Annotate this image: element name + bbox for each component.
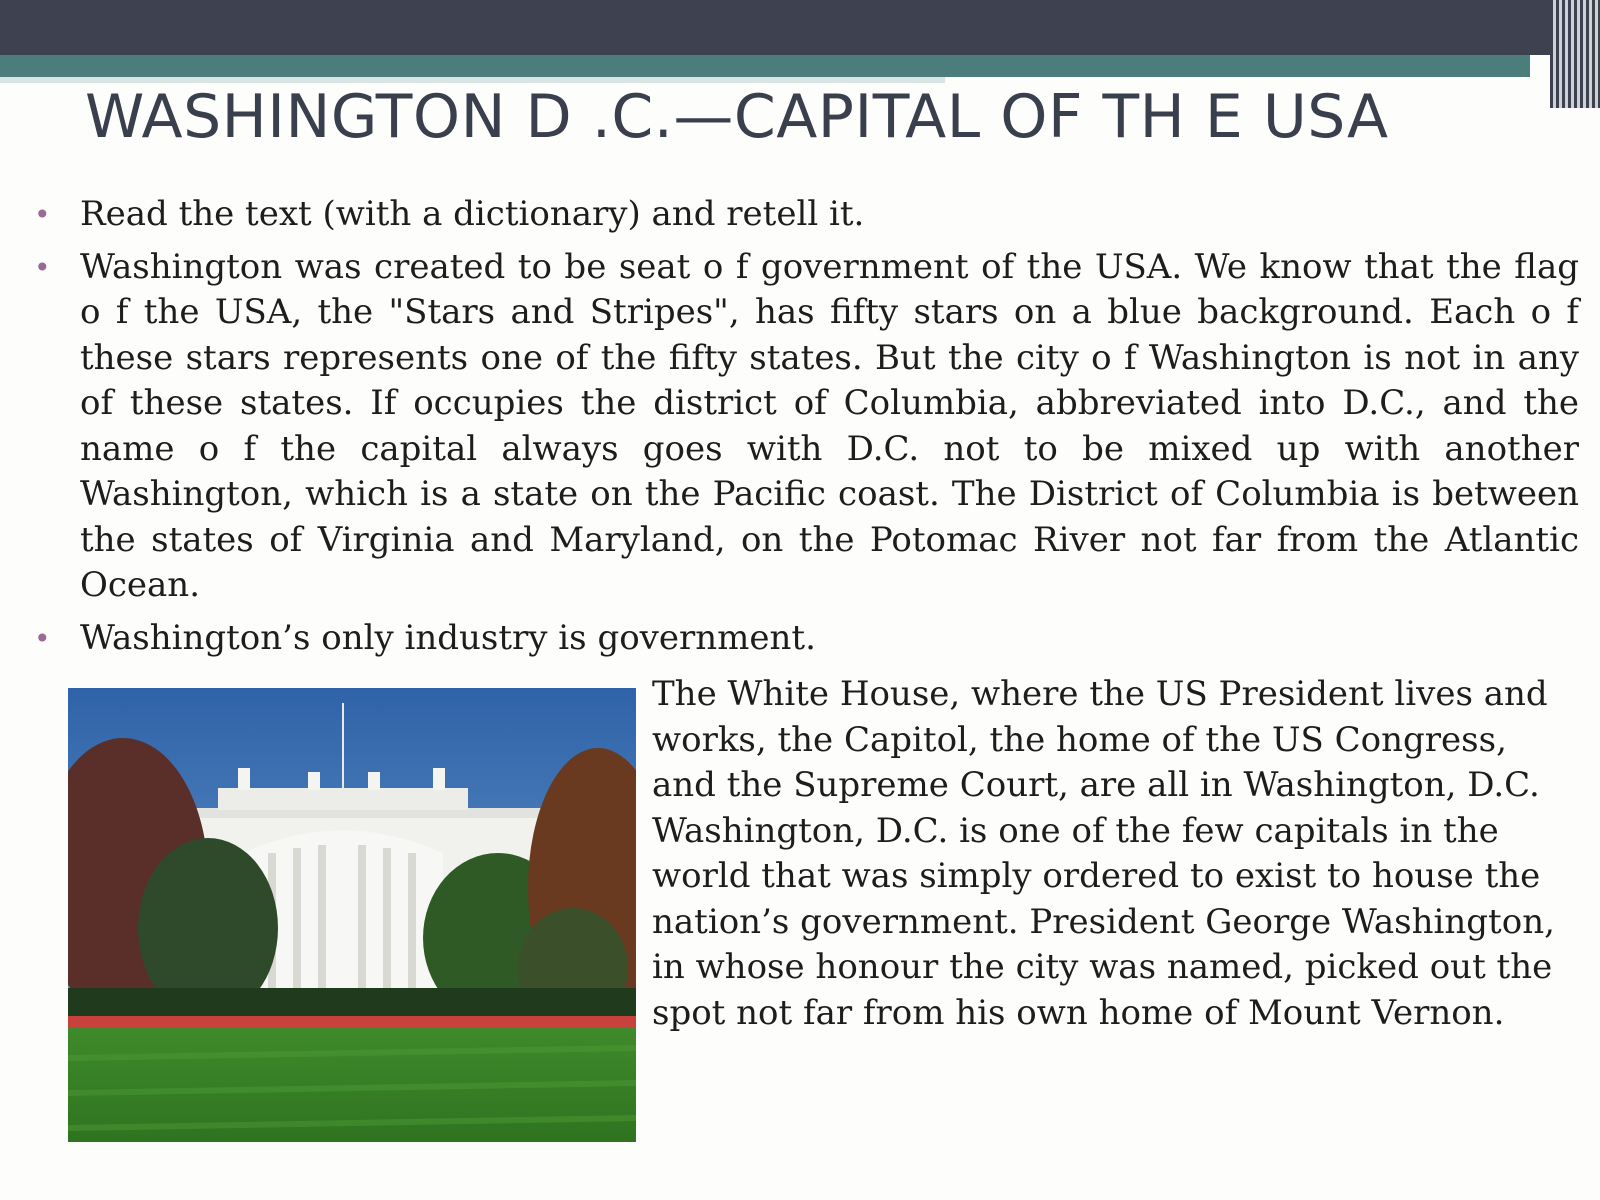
slide-title: WASHINGTON D .C.—CAPITAL OF TH E USA — [85, 82, 1389, 152]
corner-stripes — [1550, 0, 1600, 108]
bullet-icon: • — [34, 250, 51, 284]
description-paragraph: Washington, D.C. is one of the few capitals in the world that was simply ordered to exist to house the nation’s government. President George Washington, in whose honour the city was named, picked out the spot not far from his own home of Mount Vernon. — [652, 810, 1555, 1033]
bullet-item — [34, 616, 1579, 662]
white-house-description — [652, 672, 1577, 1036]
white-house-illustration — [68, 688, 636, 1142]
bullet-text: Read the text (with a dictionary) and retell it. — [80, 194, 865, 234]
description-paragraph: The White House, where the US President lives and works, the Capitol, the home of the US Congress, and the Supreme Court, are all in Washington, D.C. — [652, 674, 1548, 805]
bullet-item — [34, 192, 1579, 238]
bullet-icon: • — [34, 198, 51, 231]
bullet-text: Washington was created to be seat o f government of the USA. We know that the flag o f the USA, the "Stars and Stripes", has fifty stars on a blue background. Each o f these stars represents one of the fifty states. But the city o f Washington is not in any of these states. If occupies the district of Columbia, abbreviated into D.C., and the name o f the capital always goes with D.C. not to be mixed up with another Washington, which is a state on the Pacific coast. The District of Columbia is between the states of Virginia and Maryland, on the Potomac River not far from the Atlantic Ocean. — [80, 246, 1579, 605]
bullet-text: Washington’s only industry is government. — [80, 617, 816, 658]
bullet-item — [34, 245, 1579, 609]
bullet-list — [34, 192, 1579, 668]
bullet-icon: • — [34, 621, 51, 655]
white-house-photo — [68, 688, 636, 1142]
header-bar — [0, 0, 1600, 55]
accent-bar — [0, 55, 1530, 77]
